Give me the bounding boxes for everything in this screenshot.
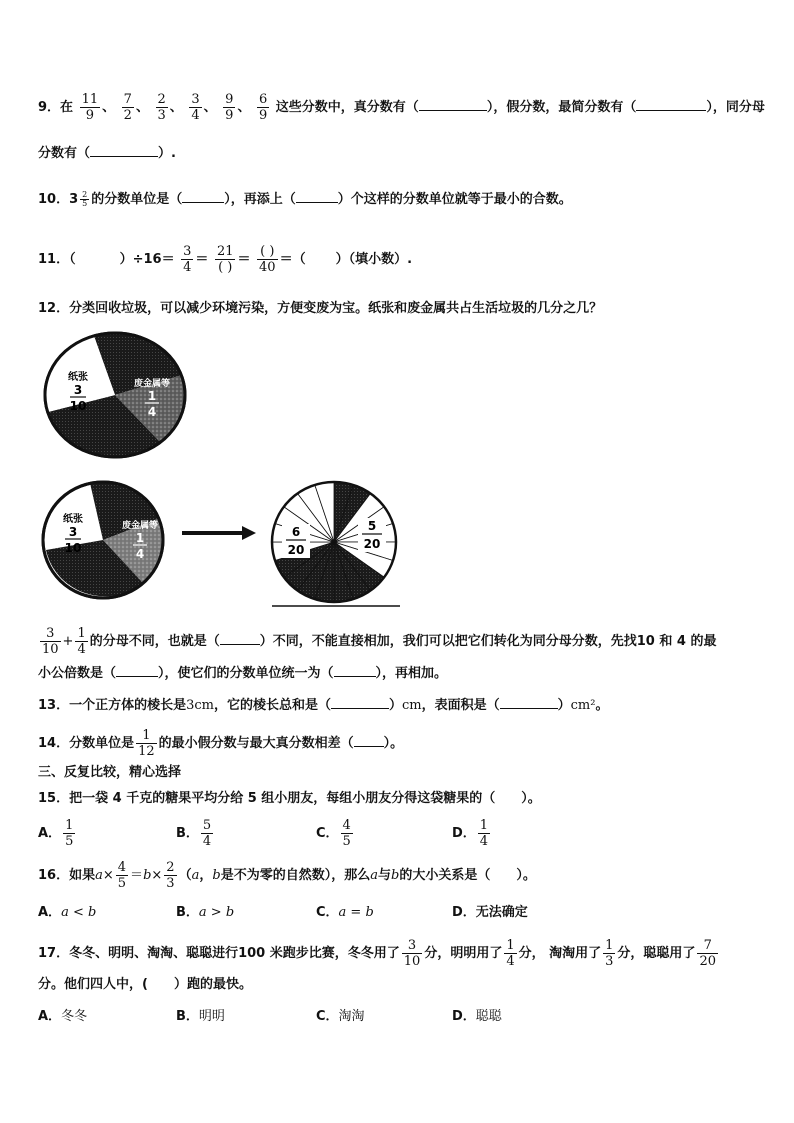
question-11: 11．（ ）÷16＝ $\frac{3}{4}$ ＝ $\frac{21}{( )}$ ＝ $\frac{( )}{40}$ ＝（ ）（填小数）. [38,244,413,275]
svg-text:6: 6 [291,525,301,539]
q16-option-d[interactable]: D．无法确定 [452,905,528,920]
q9-fraction-4: $\frac{3}{4}$ [191,92,200,123]
q15-option-b[interactable]: B． $\frac{5}{4}$ [176,818,212,849]
answer-blank[interactable] [636,98,706,111]
question-14: 14．分数单位是 $\frac{1}{12}$ 的最小假分数与最大真分数相差（ ）。 [38,728,404,759]
answer-blank[interactable] [354,734,384,747]
svg-text:纸张: 纸张 [63,514,83,525]
pie1-paper-label: 纸张 [68,372,88,383]
question-17-line1: 17．冬冬、明明、淘淘、聪聪进行100 米跑步比赛，冬冬用了 $\frac{3}{10}$ 分，明明用了 $\frac{1}{4}$ 分， 淘淘用了 $\frac{1}{3}$ 分，聪聪用了 $\frac{7}{20}$ [38,938,716,969]
answer-blank[interactable] [90,144,158,157]
q17-option-a[interactable]: A．冬冬 [38,1009,88,1024]
q15-option-a[interactable]: A． $\frac{1}{5}$ [38,818,74,849]
q16-option-a[interactable]: A．a < b [38,905,97,920]
pie-chart-3 [266,478,406,610]
svg-text:10: 10 [64,541,82,555]
q9-fraction-5: $\frac{9}{9}$ [225,92,234,123]
pie1-metal-label: 废金属等 [133,379,171,389]
arrow-right-icon [178,523,258,543]
question-12-explanation-line2: 小公倍数是（ ），使它们的分数单位统一为（ ），再相加。 [38,666,448,681]
q9-fraction-1: $\frac{11}{9}$ [81,92,99,123]
q17-option-c[interactable]: C．淘淘 [316,1009,365,1024]
q11-fraction-2: $\frac{21}{( )}$ [216,244,234,275]
answer-blank[interactable] [334,664,376,677]
q17-option-b[interactable]: B．明明 [176,1009,225,1024]
svg-text:20: 20 [287,543,305,557]
section-3-heading: 三、反复比较，精心选择 [38,765,182,780]
question-12: 12．分类回收垃圾，可以减少环境污染，方便变废为宝。纸张和废金属共占生活垃圾的几分之几？ [38,301,603,316]
question-10: 10．3 $\frac{2}{5}$ 的分数单位是（ ），再添上（ ）个这样的分数单位就等于最小的合数。 [38,190,572,208]
svg-text:4: 4 [135,547,145,561]
q16-option-b[interactable]: B．a > b [176,905,235,920]
q9-fraction-3: $\frac{2}{3}$ [157,92,166,123]
pie-chart-2 [38,478,168,603]
svg-text:废金属等: 废金属等 [121,521,159,531]
svg-text:4: 4 [147,405,157,419]
question-9-line2: 分数有（ ）. [38,146,176,161]
q9-fraction-2: $\frac{7}{2}$ [123,92,132,123]
svg-text:3: 3 [73,383,83,397]
q11-fraction-1: $\frac{3}{4}$ [183,244,192,275]
svg-text:3: 3 [68,525,78,539]
svg-text:20: 20 [363,537,381,551]
answer-blank[interactable] [331,696,389,709]
answer-blank[interactable] [419,98,487,111]
question-9-line1: 9．在 $\frac{11}{9}$ 、 $\frac{7}{2}$ 、 $\frac{2}{3}$ 、 $\frac{3}{4}$ 、 $\frac{9}{9}$ 、 $\frac{6}{9}$ 这些分数中，真分数有（ ），假分数，最简分数有（ ），同分母 [38,92,765,123]
question-15: 15．把一袋 4 千克的糖果平均分给 5 组小朋友，每组小朋友分得这袋糖果的（ ）。 [38,791,541,806]
question-17-line2: 分。他们四人中，( ）跑的最快。 [38,977,252,992]
q9-fraction-6: $\frac{6}{9}$ [258,92,268,123]
answer-blank[interactable] [220,632,260,645]
svg-text:1: 1 [147,389,157,403]
q10-mixed-fraction: $\frac{2}{5}$ [82,190,88,208]
question-12-explanation-line1: $\frac{3}{10}$ + $\frac{1}{4}$ 的分母不同，也就是（ ）不同，不能直接相加，我们可以把它们转化为同分母分数，先找10 和 4 的最 [42,626,717,657]
answer-blank[interactable] [500,696,558,709]
question-13: 13．一个正方体的棱长是3cm，它的棱长总和是（ ）cm，表面积是（ ）cm²。 [38,698,609,713]
pie-chart-1 [40,330,190,460]
answer-blank[interactable] [296,190,338,203]
q15-option-d[interactable]: D． $\frac{1}{4}$ [452,818,489,849]
svg-text:5: 5 [367,519,377,533]
q15-option-c[interactable]: C． $\frac{4}{5}$ [316,818,351,849]
answer-blank[interactable] [116,664,158,677]
answer-blank[interactable] [182,190,224,203]
svg-text:10: 10 [69,399,87,413]
q17-option-d[interactable]: D．聪聪 [452,1009,502,1024]
q11-fraction-3: $\frac{( )}{40}$ [259,244,276,275]
q16-option-c[interactable]: C．a = b [316,905,374,920]
svg-text:1: 1 [135,531,145,545]
question-16: 16．如果a× $\frac{4}{5}$ ＝b× $\frac{2}{3}$ （a，b是不为零的自然数），那么a与b的大小关系是（ ）。 [38,860,536,891]
q9-number: 9．在 [38,100,74,115]
